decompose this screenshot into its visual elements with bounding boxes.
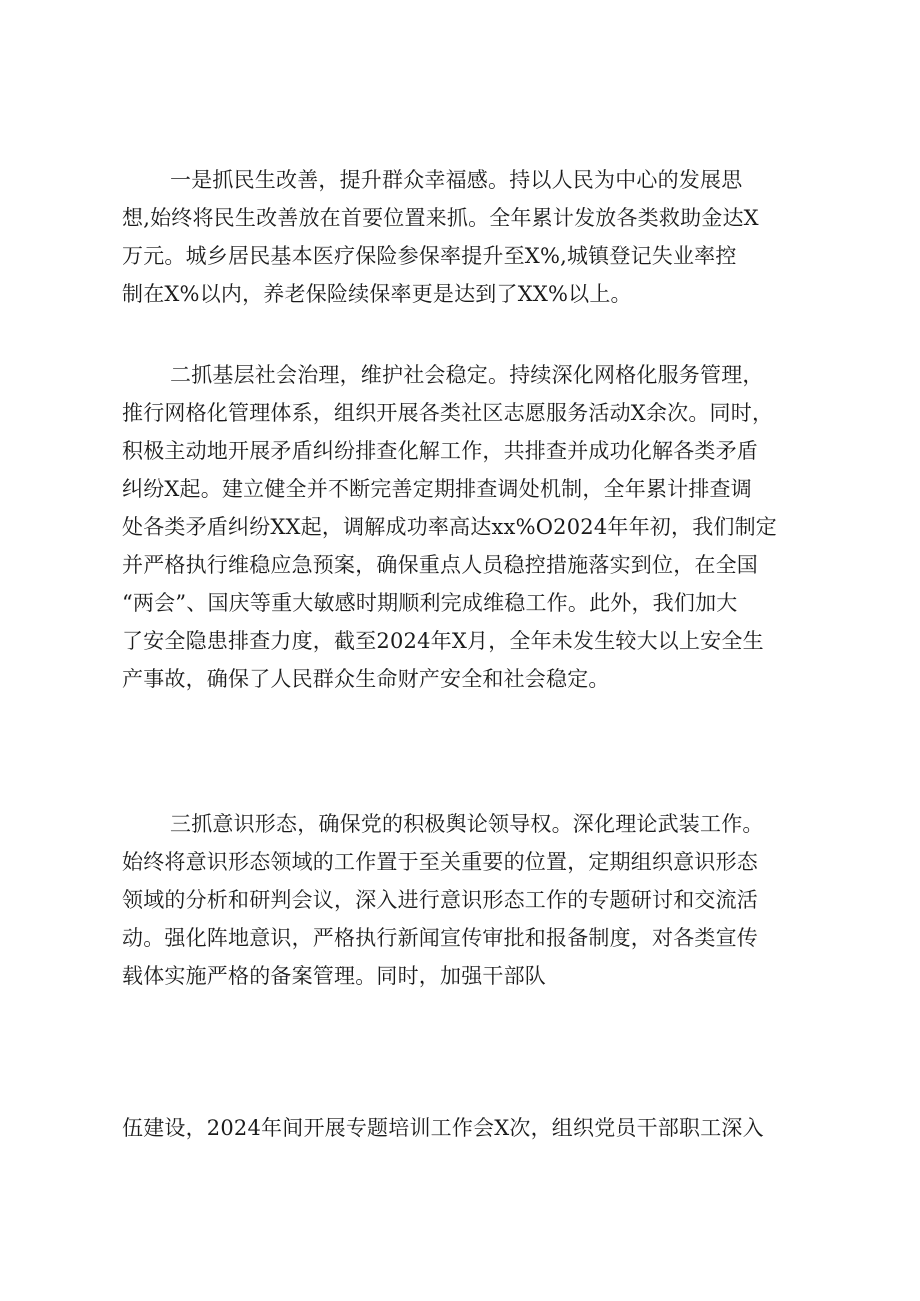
text-line: 三抓意识形态，确保党的积极舆论领导权。深化理论武装工作。 (170, 812, 764, 836)
text-line: 万元。城乡居民基本医疗保险参保率提升至X%,城镇登记失业率控 (122, 244, 737, 268)
text-line: 想,始终将民生改善放在首要位置来抓。全年累计发放各类救助金达X (122, 206, 759, 230)
text-line: 推行网格化管理体系，组织开展各类社区志愿服务活动X余次。同时， (122, 401, 774, 425)
paragraph-social-governance (122, 356, 812, 698)
text-line: “两会”、国庆等重大敏感时期顺利完成维稳工作。此外，我们加大 (122, 591, 738, 615)
text-line: 二抓基层社会治理，维护社会稳定。持续深化网格化服务管理， (170, 363, 764, 387)
text-line: 领域的分析和研判会议，深入进行意识形态工作的专题研讨和交流活 (122, 888, 758, 912)
text-line: 纠纷X起。建立健全并不断完善定期排查调处机制，全年累计排查调 (122, 477, 752, 501)
text-line: 了安全隐患排查力度，截至2024年X月，全年未发生较大以上安全生 (122, 629, 764, 653)
text-line: 一是抓民生改善，提升群众幸福感。持以人民为中心的发展思 (170, 168, 743, 192)
text-line: 产事故，确保了人民群众生命财产安全和社会稳定。 (122, 667, 610, 691)
text-line: 并严格执行维稳应急预案，确保重点人员稳控措施落实到位，在全国 (122, 553, 758, 577)
paragraph-livelihood (122, 161, 812, 313)
paragraph-continuation (122, 1109, 812, 1147)
text-line: 伍建设，2024年间开展专题培训工作会X次，组织党员干部职工深入 (122, 1116, 764, 1140)
paragraph-ideology (122, 805, 812, 995)
text-line: 始终将意识形态领域的工作置于至关重要的位置，定期组织意识形态 (122, 850, 758, 874)
text-line: 制在X%以内，养老保险续保率更是达到了XX%以上。 (122, 282, 632, 306)
text-line: 载体实施严格的备案管理。同时，加强干部队 (122, 964, 546, 988)
text-line: 积极主动地开展矛盾纠纷排查化解工作，共排查并成功化解各类矛盾 (122, 439, 758, 463)
text-line: 动。强化阵地意识，严格执行新闻宣传审批和报备制度，对各类宣传 (122, 926, 758, 950)
text-line: 处各类矛盾纠纷XX起，调解成功率高达xx%O2024年年初，我们制定 (122, 515, 777, 539)
